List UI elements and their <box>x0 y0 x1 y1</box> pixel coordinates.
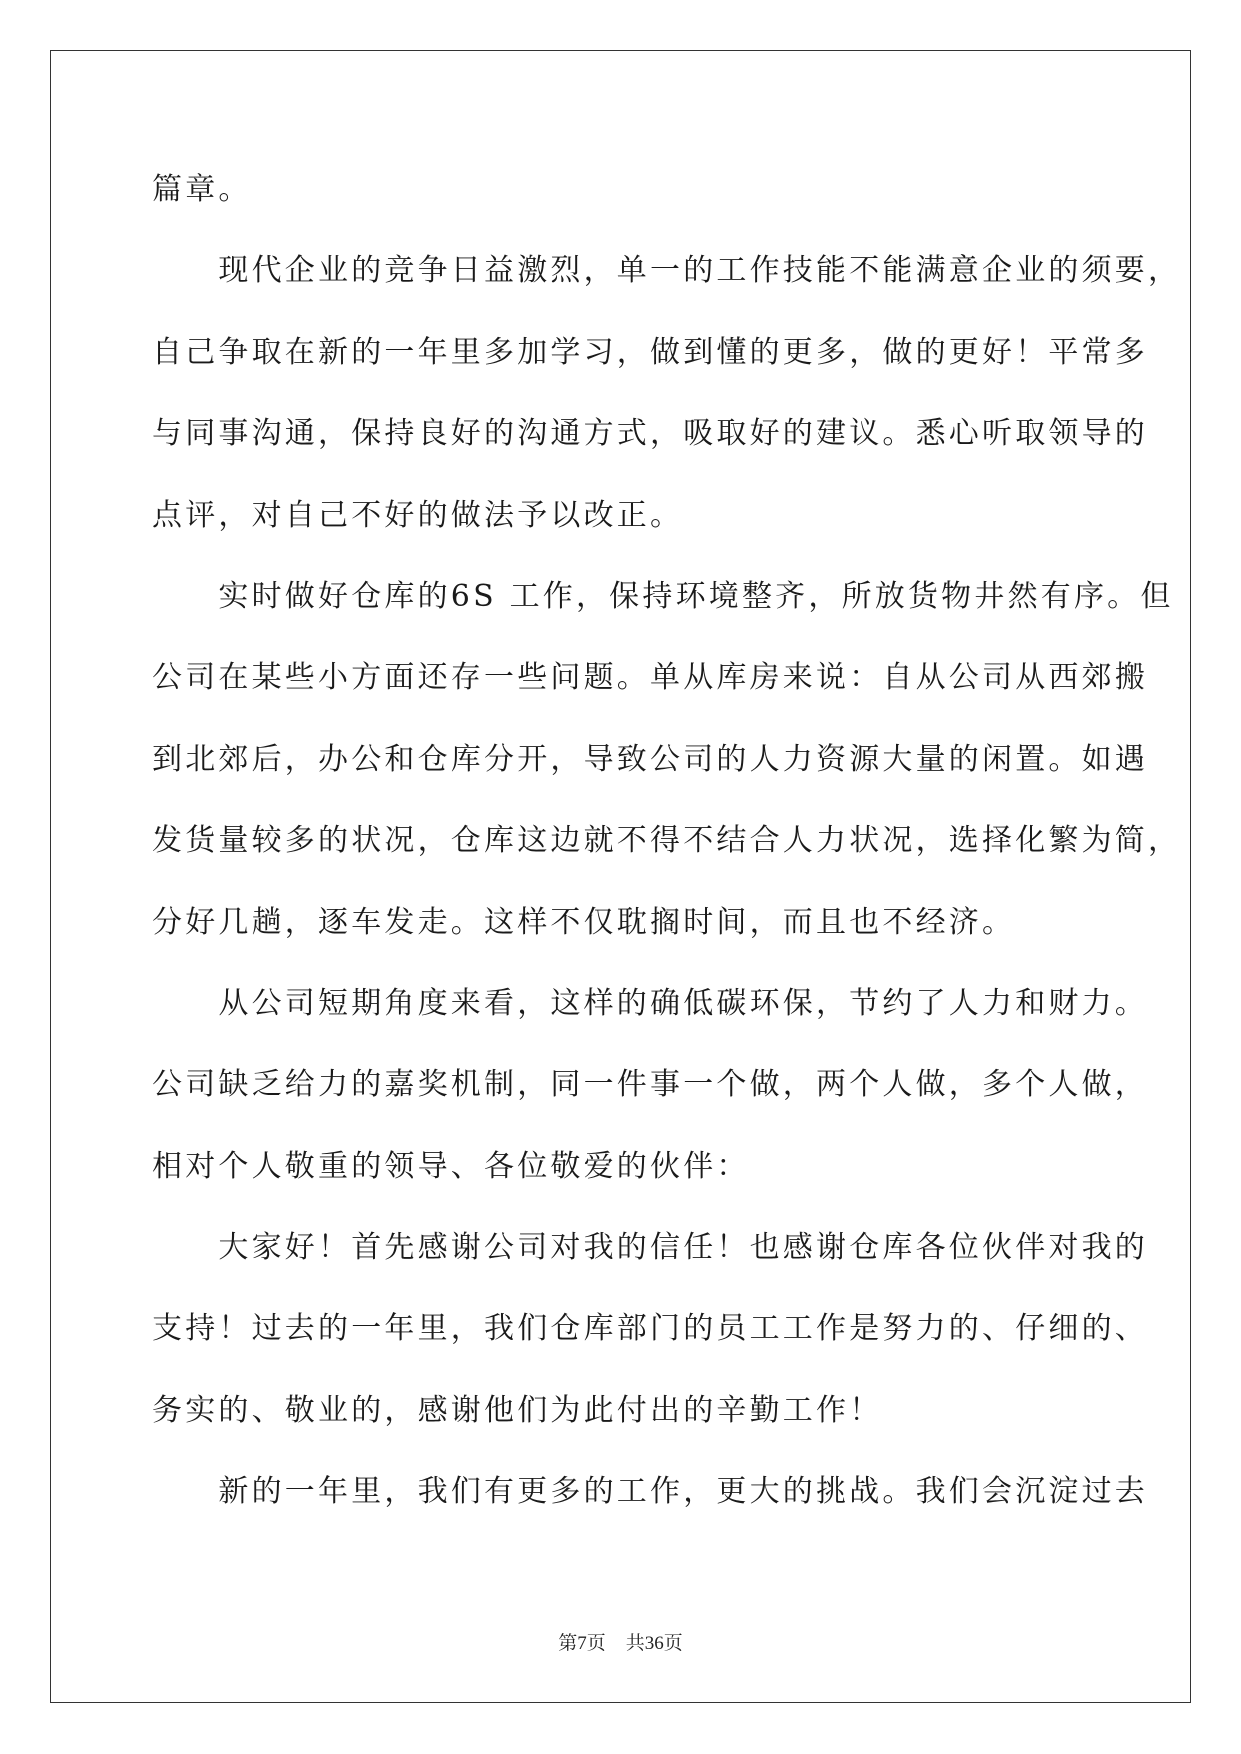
text-line: 相对个人敬重的领导、各位敬爱的伙伴： <box>152 1148 750 1184</box>
text-line: 公司在某些小方面还存一些问题。单从库房来说：自从公司从西郊搬 <box>152 660 1148 696</box>
text-line: 实时做好仓库的6S 工作，保持环境整齐，所放货物井然有序。但 <box>152 578 1174 614</box>
text-line: 现代企业的竞争日益激烈，单一的工作技能不能满意企业的须要， <box>152 253 1182 289</box>
text-line: 新的一年里，我们有更多的工作，更大的挑战。我们会沉淀过去 <box>152 1474 1148 1510</box>
page-number: 第7页 <box>558 1633 606 1654</box>
text-line: 分好几趟，逐车发走。这样不仅耽搁时间，而且也不经济。 <box>152 904 1016 940</box>
text-line: 与同事沟通，保持良好的沟通方式，吸取好的建议。悉心听取领导的 <box>152 416 1148 452</box>
text-line: 篇章。 <box>152 172 252 207</box>
text-line: 从公司短期角度来看，这样的确低碳环保，节约了人力和财力。 <box>152 985 1148 1021</box>
page-total: 共36页 <box>625 1633 683 1654</box>
text-line: 支持！过去的一年里，我们仓库部门的员工工作是努力的、仔细的、 <box>152 1311 1148 1347</box>
text-line: 到北郊后，办公和仓库分开，导致公司的人力资源大量的闲置。如遇 <box>152 741 1148 777</box>
page-footer <box>0 1628 1241 1655</box>
document-body <box>152 166 1182 1550</box>
text-line: 务实的、敬业的，感谢他们为此付出的辛勤工作！ <box>152 1392 883 1428</box>
text-line: 发货量较多的状况，仓库这边就不得不结合人力状况，选择化繁为简， <box>152 823 1182 859</box>
text-line: 公司缺乏给力的嘉奖机制，同一件事一个做，两个人做，多个人做， <box>152 1067 1148 1103</box>
text-line: 大家好！首先感谢公司对我的信任！也感谢仓库各位伙伴对我的 <box>152 1230 1148 1266</box>
text-line: 自己争取在新的一年里多加学习，做到懂的更多，做的更好！平常多 <box>152 334 1148 370</box>
text-line: 点评，对自己不好的做法予以改正。 <box>152 497 684 533</box>
